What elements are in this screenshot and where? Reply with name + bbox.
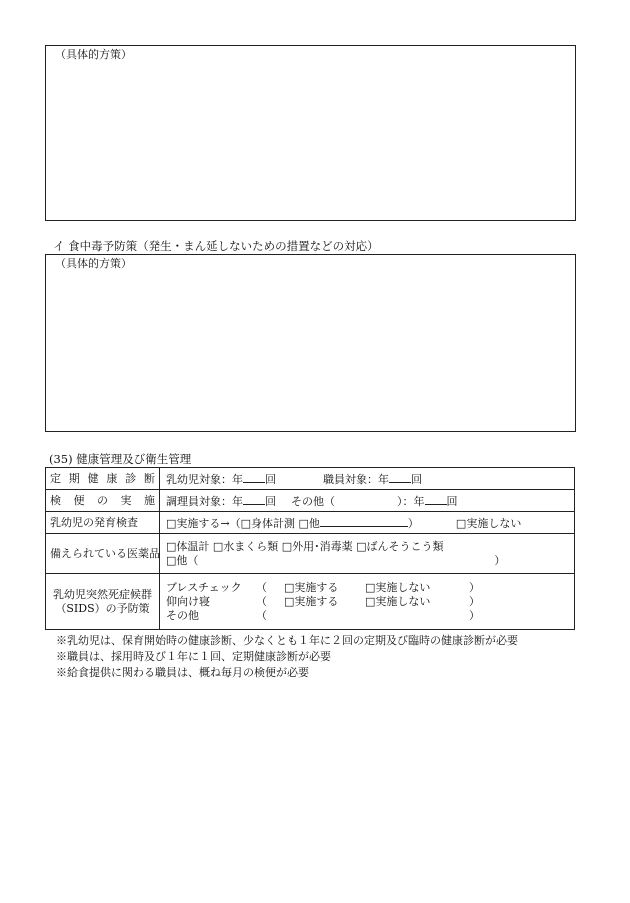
medicine-close: ） xyxy=(494,553,506,567)
other-label: その他（ xyxy=(291,494,335,508)
row-head: 乳幼児の発育検査 xyxy=(46,512,160,534)
unit: 回 xyxy=(265,472,276,486)
medicine-cell xyxy=(160,534,575,574)
measures-label: （具体的方策） xyxy=(55,257,132,270)
health-management-table xyxy=(45,467,575,630)
infant-label: 乳幼児対象：年 xyxy=(166,472,243,486)
checkup-cell xyxy=(160,468,575,490)
table-row xyxy=(46,490,575,512)
infant-count-field[interactable] xyxy=(243,471,265,483)
table-row xyxy=(46,468,575,490)
medicine-items[interactable]: □体温計 □水まくら類 □外用･消毒薬 □ばんそうこう類 xyxy=(166,539,444,553)
sids-open: （ xyxy=(256,594,267,608)
measures-box-2[interactable] xyxy=(45,254,576,432)
table-row xyxy=(46,574,575,630)
sids-opt1[interactable]: □実施する xyxy=(284,580,339,594)
sids-other-field[interactable] xyxy=(284,609,365,623)
sids-opt2[interactable]: □実施しない xyxy=(365,580,431,594)
staff-count-field[interactable] xyxy=(389,471,411,483)
row-head xyxy=(46,468,160,490)
food-poisoning-title: イ 食中毒予防策（発生・まん延しないための措置などの対応） xyxy=(53,239,379,253)
close-year: ）：年 xyxy=(397,494,425,508)
sids-line xyxy=(166,581,568,595)
sids-close: ） xyxy=(469,594,480,608)
sids-name: その他 xyxy=(166,608,199,622)
note-line: ※給食提供に関わる職員は、概ね毎月の検便が必要 xyxy=(56,666,309,679)
sids-head-line1: 乳幼児突然死症候群 xyxy=(53,587,152,601)
development-open[interactable]: □実施する→（□身体計測 xyxy=(166,516,296,530)
stool-cell xyxy=(160,490,575,512)
development-close: ） xyxy=(407,516,419,530)
table-row xyxy=(46,512,575,534)
row-head-stool: 検 便 の 実 施 xyxy=(50,493,155,507)
development-other[interactable]: □他 xyxy=(298,516,320,530)
sids-cell xyxy=(160,574,575,630)
cook-count-field[interactable] xyxy=(243,493,265,505)
sids-other-field[interactable] xyxy=(365,609,469,623)
unit: 回 xyxy=(446,494,458,508)
sids-opt1[interactable]: □実施する xyxy=(284,594,339,608)
measures-label: （具体的方策） xyxy=(55,48,132,61)
sids-close: ） xyxy=(469,608,480,622)
row-head xyxy=(46,490,160,512)
unit: 回 xyxy=(411,472,422,486)
note-line: ※乳幼児は、保育開始時の健康診断、少なくとも１年に２回の定期及び臨時の健康診断が必要 xyxy=(56,634,518,647)
unit: 回 xyxy=(265,494,276,508)
sids-line xyxy=(166,595,568,609)
row-head: 備えられている医薬品 xyxy=(46,534,160,574)
development-cell xyxy=(160,512,575,534)
sids-name: ブレスチェック xyxy=(166,580,242,594)
health-management-title: (35) 健康管理及び衛生管理 xyxy=(49,452,192,466)
notes xyxy=(56,633,518,681)
note-line: ※職員は、採用時及び１年に１回、定期健康診断が必要 xyxy=(56,650,331,663)
table-row xyxy=(46,534,575,574)
sids-close: ） xyxy=(469,580,480,594)
sids-open: （ xyxy=(256,608,267,622)
medicine-other[interactable]: □他（ xyxy=(166,553,199,567)
sids-head-line2: （SIDS）の予防策 xyxy=(55,601,150,615)
cook-label: 調理員対象：年 xyxy=(166,494,243,508)
row-head-checkup: 定 期 健 康 診 断 xyxy=(50,471,155,485)
development-other-field[interactable] xyxy=(320,515,408,527)
sids-opt2[interactable]: □実施しない xyxy=(365,594,431,608)
sids-line xyxy=(166,609,568,623)
sids-open: （ xyxy=(256,580,267,594)
measures-box-1[interactable] xyxy=(45,45,576,221)
development-not-done[interactable]: □実施しない xyxy=(455,516,522,530)
sids-name: 仰向け寝 xyxy=(166,594,210,608)
other-count-field[interactable] xyxy=(425,493,447,505)
staff-label: 職員対象：年 xyxy=(323,472,389,486)
row-head xyxy=(46,574,160,630)
